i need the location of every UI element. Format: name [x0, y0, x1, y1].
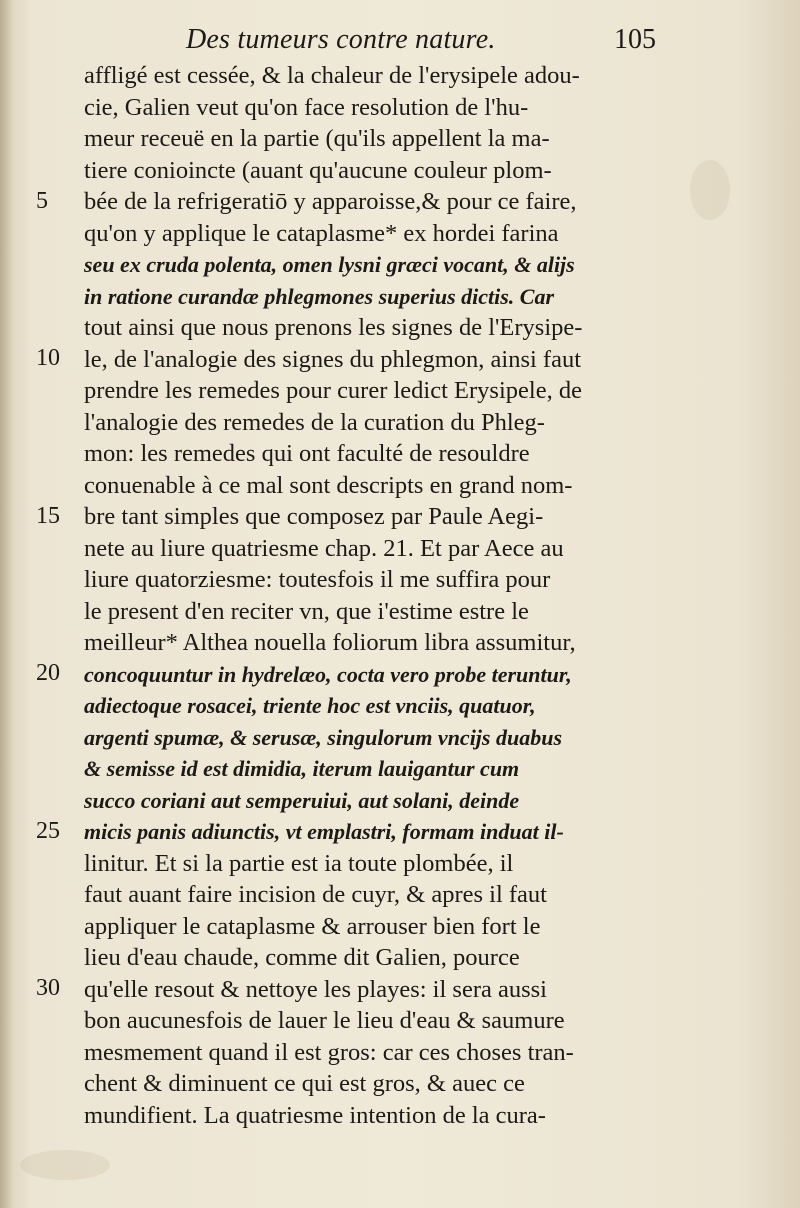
paper-stain [690, 160, 730, 220]
text-line-latin: concoquuntur in hydrelæo, cocta vero probe teruntur, [84, 661, 572, 687]
text-line: bée de la refrigeratiō y apparoisse,& pour ce faire, [84, 188, 577, 215]
text-line: affligé est cessée, & la chaleur de l'erysipele adou- [84, 62, 580, 89]
text-line: appliquer le cataplasme & arrouser bien fort le [84, 912, 541, 940]
text-line: meilleur* Althea nouella foliorum libra assumitur, [84, 629, 576, 656]
text-line: le present d'en reciter vn, que i'estime estre le [84, 597, 529, 625]
text-line: lieu d'eau chaude, comme dit Galien, pource [84, 944, 520, 971]
text-line: meur receuë en la partie (qu'ils appellent la ma- [84, 125, 550, 152]
text-line-latin: micis panis adiunctis, vt emplastri, formam induat il- [84, 819, 564, 844]
text-line: faut auant faire incision de cuyr, & apres il faut [84, 881, 547, 908]
line-number: 15 [36, 503, 60, 529]
page-gutter [0, 0, 12, 1208]
text-line: bon aucunesfois de lauer le lieu d'eau & saumure [84, 1007, 565, 1034]
text-line: qu'on y applique le cataplasme* ex hordei farina [84, 219, 559, 247]
line-number: 30 [36, 975, 60, 1001]
text-line-latin: seu ex cruda polenta, omen lysni græci vocant, & alijs [84, 252, 575, 277]
text-line: l'analogie des remedes de la curation du Phleg- [84, 408, 545, 436]
text-line: liure quatorziesme: toutesfois il me suffira pour [84, 566, 551, 593]
line-number: 5 [36, 188, 48, 214]
text-line: mon: les remedes qui ont faculté de resouldre [84, 440, 530, 467]
text-line: prendre les remedes pour curer ledict Erysipele, de [84, 377, 582, 404]
text-line: tout ainsi que nous prenons les signes de l'Erysipe- [84, 314, 583, 341]
text-line: bre tant simples que composez par Paule Aegi- [84, 503, 544, 530]
text-line-latin: in ratione curandæ phlegmones superius dictis. Car [84, 283, 555, 309]
page-header [186, 20, 656, 60]
running-title: Des tumeurs contre nature. [186, 24, 496, 55]
text-line: chent & diminuent ce qui est gros, & auec ce [84, 1070, 525, 1097]
line-number: 10 [36, 345, 60, 371]
paper-stain [20, 1150, 110, 1180]
text-line: le, de l'analogie des signes du phlegmon, ainsi faut [84, 345, 582, 373]
body-text [84, 60, 656, 1131]
text-line-latin: argenti spumæ, & serusæ, singulorum vncijs duabus [84, 724, 563, 750]
text-line: mundifient. La quatriesme intention de la cura- [84, 1101, 546, 1129]
text-line: linitur. Et si la partie est ia toute plombée, il [84, 849, 514, 877]
line-number: 20 [36, 660, 60, 686]
text-line: tiere conioincte (auant qu'aucune couleur plom- [84, 156, 552, 184]
page-number: 105 [614, 24, 656, 55]
text-line-latin: succo coriani aut semperuiui, aut solani, deinde [84, 787, 520, 813]
text-line: nete au liure quatriesme chap. 21. Et par Aece au [84, 534, 564, 562]
text-line: qu'elle resout & nettoye les playes: il sera aussi [84, 975, 547, 1003]
text-line-latin: & semisse id est dimidia, iterum lauigantur cum [84, 756, 520, 781]
text-line-latin: adiectoque rosacei, triente hoc est vnciis, quatuor, [84, 693, 536, 718]
line-number: 25 [36, 818, 60, 844]
text-line: mesmement quand il est gros: car ces choses tran- [84, 1038, 574, 1066]
text-line: cie, Galien veut qu'on face resolution de l'hu- [84, 93, 529, 121]
text-line: conuenable à ce mal sont descripts en grand nom- [84, 471, 573, 499]
